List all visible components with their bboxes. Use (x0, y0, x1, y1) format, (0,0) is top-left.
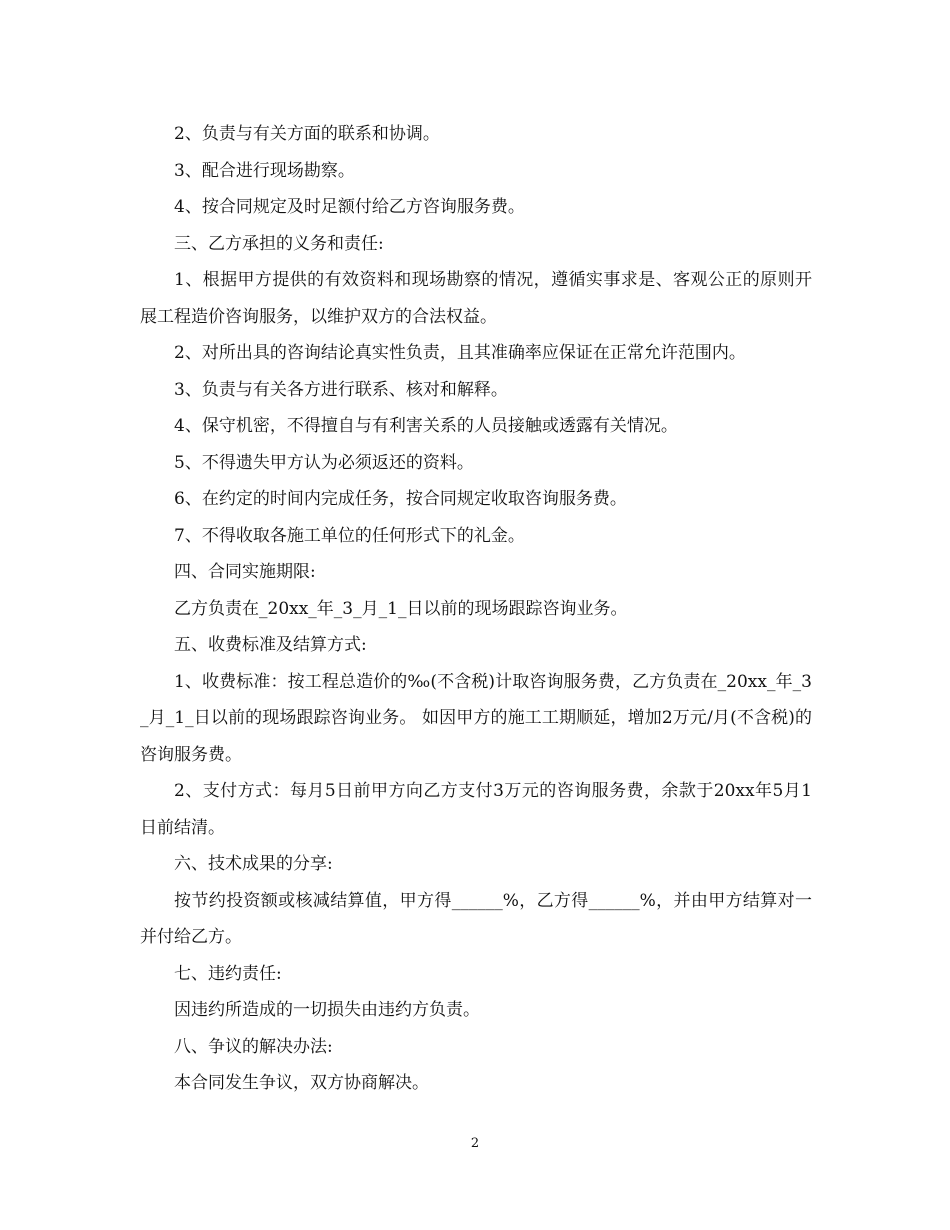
paragraph: 乙方负责在_20xx_年_3_月_1_日以前的现场跟踪咨询业务。 (174, 598, 628, 619)
paragraph: 2、支付方式：每月5日前甲方向乙方支付3万元的咨询服务费，余款于20xx年5月1日前结清。 (140, 781, 812, 838)
section-heading: 八、争议的解决办法: (174, 1036, 333, 1057)
paragraph: 6、在约定的时间内完成任务，按合同规定收取咨询服务费。 (174, 489, 627, 509)
paragraph: 2、对所出具的咨询结论真实性负责，且其准确率应保证在正常允许范围内。 (174, 343, 746, 363)
section-heading: 五、收费标准及结算方式: (174, 635, 367, 655)
paragraph: 按节约投资额或核减结算值，甲方得______%，乙方得______%，并由甲方结算对一并付给乙方。 (140, 890, 812, 947)
section-heading: 六、技术成果的分享: (174, 854, 333, 874)
paragraph: 2、负责与有关方面的联系和协调。 (174, 124, 440, 144)
paragraph: 3、负责与有关各方进行联系、核对和解释。 (174, 379, 508, 400)
paragraph: 5、不得遗失甲方认为必须返还的资料。 (174, 452, 474, 473)
paragraph: 1、收费标准：按工程总造价的‰(不含税)计取咨询服务费，乙方负责在_20xx_年_3_月_1_日以前的现场跟踪咨询业务。 如因甲方的施工工期顺延，增加2万元/月(不含税)的咨询服务费。 (140, 671, 812, 765)
paragraph: 4、保守机密，不得擅自与有利害关系的人员接触或透露有关情况。 (174, 416, 678, 436)
section-heading: 七、违约责任: (174, 963, 282, 984)
paragraph: 1、根据甲方提供的有效资料和现场勘察的情况，遵循实事求是、客观公正的原则开展工程造价咨询服务，以维护双方的合法权益。 (140, 270, 812, 327)
paragraph: 4、按合同规定及时足额付给乙方咨询服务费。 (174, 197, 525, 217)
paragraph: 7、不得收取各施工单位的任何形式下的礼金。 (174, 525, 525, 546)
paragraph: 因违约所造成的一切损失由违约方负责。 (174, 1000, 480, 1020)
document-body (140, 116, 812, 1102)
section-heading: 四、合同实施期限: (174, 562, 316, 582)
section-heading: 三、乙方承担的义务和责任: (174, 233, 384, 254)
page-number: 2 (470, 1136, 480, 1151)
paragraph: 3、配合进行现场勘察。 (174, 160, 355, 181)
paragraph: 本合同发生争议，双方协商解决。 (174, 1073, 429, 1093)
